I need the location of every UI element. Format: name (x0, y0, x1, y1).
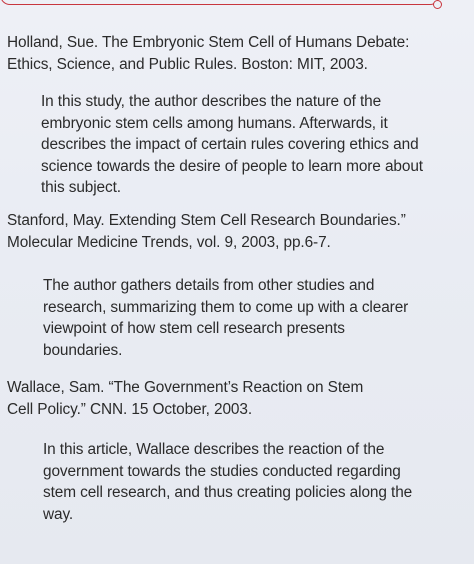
annotation-line: government towards the studies conducted regarding (43, 462, 401, 480)
annotation-stanford (43, 275, 408, 361)
annotation-line: way. (43, 505, 74, 523)
citation-stanford (7, 210, 447, 253)
annotation-line: science towards the desire of people to learn more about (41, 157, 423, 175)
annotation-line: embryonic stem cells among humans. Afterwards, it (41, 114, 388, 132)
annotation-line: In this study, the author describes the nature of the (41, 93, 382, 110)
citation-holland (7, 32, 447, 75)
annotation-line: boundaries. (43, 341, 123, 359)
top-decorative-frame (0, 0, 440, 5)
annotation-line: viewpoint of how stem cell research presents (43, 320, 345, 337)
citation-line: Ethics, Science, and Public Rules. Boston: MIT, 2003. (7, 55, 368, 73)
citation-wallace (7, 377, 447, 420)
annotation-wallace (43, 439, 412, 525)
annotation-line: describes the impact of certain rules covering ethics and (41, 136, 419, 153)
frame-corner-dot (433, 0, 442, 9)
annotation-line: research, summarizing them to come up with a clearer (43, 298, 409, 316)
annotation-line: The author gathers details from other studies and (43, 277, 375, 294)
citation-line: Wallace, Sam. “The Government’s Reaction on Stem (7, 379, 364, 396)
citation-line: Cell Policy.” CNN. 15 October, 2003. (7, 400, 253, 418)
annotation-line: In this article, Wallace describes the reaction of the (43, 441, 385, 458)
citation-line: Molecular Medicine Trends, vol. 9, 2003, pp.6-7. (7, 233, 331, 251)
annotation-holland (41, 91, 423, 199)
annotation-line: this subject. (41, 179, 121, 196)
citation-line: Holland, Sue. The Embryonic Stem Cell of Humans Debate: (7, 34, 410, 51)
annotation-line: stem cell research, and thus creating policies along the (43, 484, 413, 501)
citation-line: Stanford, May. Extending Stem Cell Research Boundaries.” (7, 212, 406, 229)
